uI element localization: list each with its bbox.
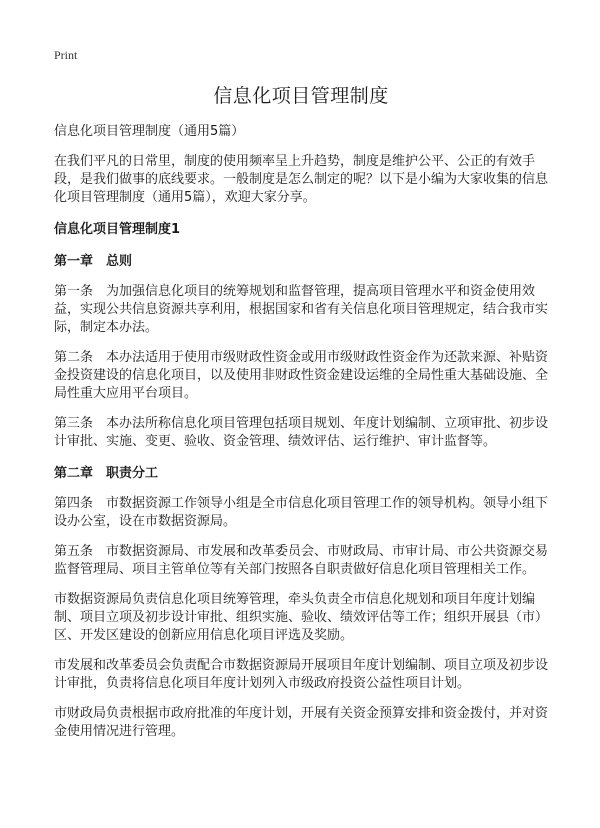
article-2: 第二条 本办法适用于使用市级财政性资金或用市级财政性资金作为还款来源、补贴资金投资建设的信息化项目，以及使用非财政性资金建设运维的全局性重大基础设施、全局性重大应用平台项目。 [54, 350, 549, 401]
article-4: 第四条 市数据资源工作领导小组是全市信息化项目管理工作的领导机构。领导小组下设办公室，设在市数据资源局。 [54, 496, 549, 529]
document-subtitle: 信息化项目管理制度（通用5篇） [54, 124, 245, 139]
paragraph-reform-commission-duties: 市发展和改革委员会负责配合市数据资源局开展项目年度计划编制、项目立项及初步设计审批，负责将信息化项目年度计划列入市级政府投资公益性项目计划。 [54, 658, 549, 691]
article-3: 第三条 本办法所称信息化项目管理包括项目规划、年度计划编制、立项审批、初步设计审批、实施、变更、验收、资金管理、绩效评估、运行维护、审计监督等。 [54, 416, 549, 449]
print-link[interactable]: Print [54, 48, 78, 62]
article-5: 第五条 市数据资源局、市发展和改革委员会、市财政局、市审计局、市公共资源交易监督管理局、项目主管单位等有关部门按照各自职责做好信息化项目管理相关工作。 [54, 544, 549, 577]
section-title: 信息化项目管理制度1 [54, 222, 181, 237]
paragraph-finance-bureau-duties: 市财政局负责根据市政府批准的年度计划，开展有关资金预算安排和资金拨付，并对资金使用情况进行管理。 [54, 706, 549, 739]
article-1: 第一条 为加强信息化项目的统筹规划和监督管理，提高项目管理水平和资金使用效益，实现公共信息资源共享利用，根据国家和省有关信息化项目管理规定，结合我市实际，制定本办法。 [54, 284, 549, 335]
chapter-2-heading: 第二章 职责分工 [54, 466, 159, 481]
paragraph-data-bureau-duties: 市数据资源局负责信息化项目统筹管理，牵头负责全市信息化规划和项目年度计划编制、项目立项及初步设计审批、组织实施、验收、绩效评估等工作；组织开展县（市）区、开发区建设的创新应用信息化项目评选及奖励。 [54, 592, 549, 643]
intro-paragraph: 在我们平凡的日常里，制度的使用频率呈上升趋势，制度是维护公平、公正的有效手段，是我们做事的底线要求。一般制度是怎么制定的呢？以下是小编为大家收集的信息化项目管理制度（通用5篇），欢迎大家分享。 [54, 154, 549, 205]
chapter-1-heading: 第一章 总则 [54, 254, 133, 269]
document-title: 信息化项目管理制度 [213, 85, 389, 107]
